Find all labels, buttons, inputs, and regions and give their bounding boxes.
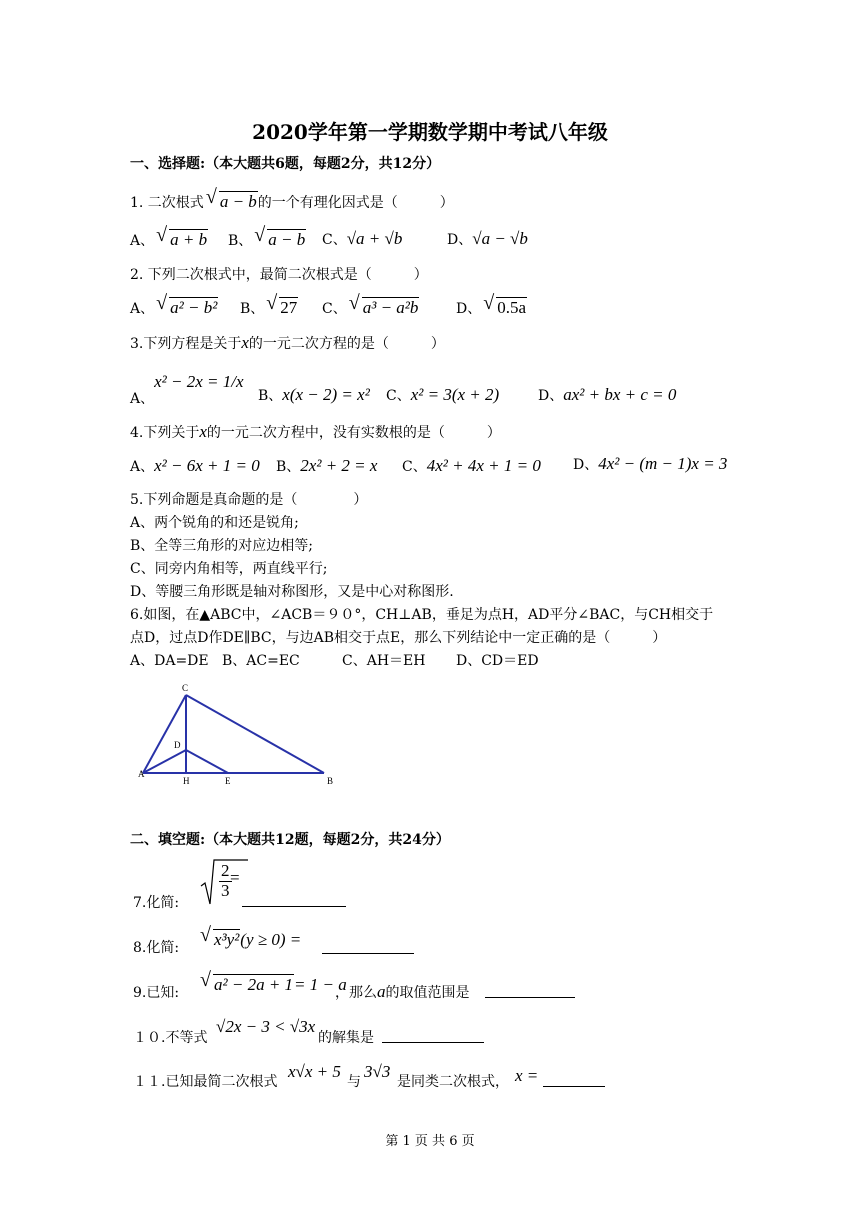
q5-option-c: C、同旁内角相等，两直线平行; bbox=[130, 561, 328, 577]
q5-option-b: B、全等三角形的对应边相等; bbox=[130, 538, 314, 554]
label-c: C bbox=[182, 683, 189, 693]
q10-answer-blank[interactable] bbox=[382, 1026, 484, 1043]
page-footer: 第 1 页 共 6 页 bbox=[385, 1134, 475, 1149]
q4-option-c: C、4x² + 4x + 1 = 0 bbox=[402, 456, 541, 475]
q4-option-d: D、4x² − (m − 1)x = 3 bbox=[573, 454, 728, 473]
q2-option-d: D、 √ 0.5a bbox=[456, 292, 527, 317]
q1-option-b: B、 √ a − b bbox=[228, 224, 306, 249]
q3-option-b: B、x(x − 2) = x² bbox=[258, 385, 370, 404]
question-5: 5.下列命题是真命题的是（ ） bbox=[130, 492, 368, 508]
q5-option-a: A、两个锐角的和还是锐角; bbox=[130, 515, 299, 531]
q1-radical: √ a − b bbox=[205, 186, 257, 211]
triangle-figure bbox=[130, 678, 350, 798]
question-7-prefix: 7.化简: bbox=[133, 895, 180, 911]
q4-option-b: B、2x² + 2 = x bbox=[276, 456, 378, 475]
question-11-prefix: １１.已知最简二次根式 bbox=[133, 1074, 278, 1090]
question-2: 2. 下列二次根式中，最简二次根式是（ ） bbox=[130, 267, 428, 283]
segment-de bbox=[186, 750, 228, 773]
question-9-prefix: 9.已知: bbox=[133, 985, 180, 1001]
q2-option-c: C、 √ a³ − a²b bbox=[322, 292, 419, 317]
q4-option-a: A、x² − 6x + 1 = 0 bbox=[130, 456, 260, 475]
q11-variable: x = bbox=[515, 1066, 539, 1085]
q8-expression: √ x³y²(y ≥ 0) = bbox=[200, 924, 302, 949]
q7-equals: = bbox=[230, 868, 240, 887]
q1-suffix: 的一个有理化因式是（ ） bbox=[257, 195, 454, 211]
label-d: D bbox=[174, 740, 181, 750]
section2-heading: 二、填空题:（本大题共12题，每题2分，共24分） bbox=[130, 832, 450, 848]
q11-suffix: 是同类二次根式， bbox=[397, 1074, 509, 1090]
question-3: 3.下列方程是关于x的一元二次方程的是（ ） bbox=[130, 333, 445, 352]
q10-expression: √2x − 3 < √3x bbox=[216, 1017, 316, 1036]
q1-option-c: C、√a + √b bbox=[322, 229, 403, 248]
question-4: 4.下列关于x的一元二次方程中，没有实数根的是（ ） bbox=[130, 422, 501, 441]
section1-heading: 一、选择题:（本大题共6题，每题2分，共12分） bbox=[130, 156, 441, 172]
q3-option-d: D、ax² + bx + c = 0 bbox=[538, 385, 677, 404]
q2-option-b: B、 √ 27 bbox=[240, 292, 298, 317]
q9-expression: √ a² − 2a + 1= 1 − a bbox=[200, 969, 347, 994]
q11-expression-2: 3√3 bbox=[364, 1062, 391, 1081]
q11-mid: 与 bbox=[347, 1074, 361, 1090]
q5-option-d: D、等腰三角形既是轴对称图形，又是中心对称图形. bbox=[130, 584, 454, 600]
label-a: A bbox=[138, 769, 145, 779]
q7-answer-blank[interactable] bbox=[242, 890, 346, 907]
q11-answer-blank[interactable] bbox=[543, 1070, 605, 1087]
q6-option-c: C、AH＝EH bbox=[342, 653, 426, 669]
question-6-line2: 点D，过点D作DE∥BC，与边AB相交于点E，那么下列结论中一定正确的是（ ） bbox=[130, 630, 667, 646]
q1-option-d: D、√a − √b bbox=[447, 229, 528, 248]
page-title: 2020学年第一学期数学期中考试八年级 bbox=[252, 120, 608, 144]
q2-option-a: A、 √ a² − b² bbox=[130, 292, 218, 317]
question-10-prefix: １０.不等式 bbox=[133, 1030, 208, 1046]
q9-suffix: ，那么a的取值范围是 bbox=[335, 982, 470, 1001]
label-h: H bbox=[183, 776, 190, 786]
question-6-line1: 6.如图，在▲ABC中，∠ACB＝９０°，CH⊥AB，垂足为点H，AD平分∠BAC，与CH相交于 bbox=[130, 607, 714, 623]
q6-option-d: D、CD＝ED bbox=[456, 653, 539, 669]
q6-option-b: B、AC=EC bbox=[222, 653, 300, 669]
q9-answer-blank[interactable] bbox=[485, 981, 575, 998]
q3-option-c: C、x² = 3(x + 2) bbox=[386, 385, 500, 404]
q10-suffix: 的解集是 bbox=[318, 1030, 374, 1046]
q3-option-a: A、x² − 2x = 1/x bbox=[130, 372, 244, 407]
question-8-prefix: 8.化简: bbox=[133, 940, 180, 956]
q11-expression-1: x√x + 5 bbox=[288, 1062, 341, 1081]
q1-option-a: A、 √ a + b bbox=[130, 224, 208, 249]
question-1 bbox=[130, 186, 454, 212]
q8-answer-blank[interactable] bbox=[322, 937, 414, 954]
q6-option-a: A、DA=DE bbox=[130, 653, 209, 669]
label-b: B bbox=[327, 776, 334, 786]
q1-prefix: 1. 二次根式 bbox=[130, 195, 204, 211]
label-e: E bbox=[225, 776, 231, 786]
